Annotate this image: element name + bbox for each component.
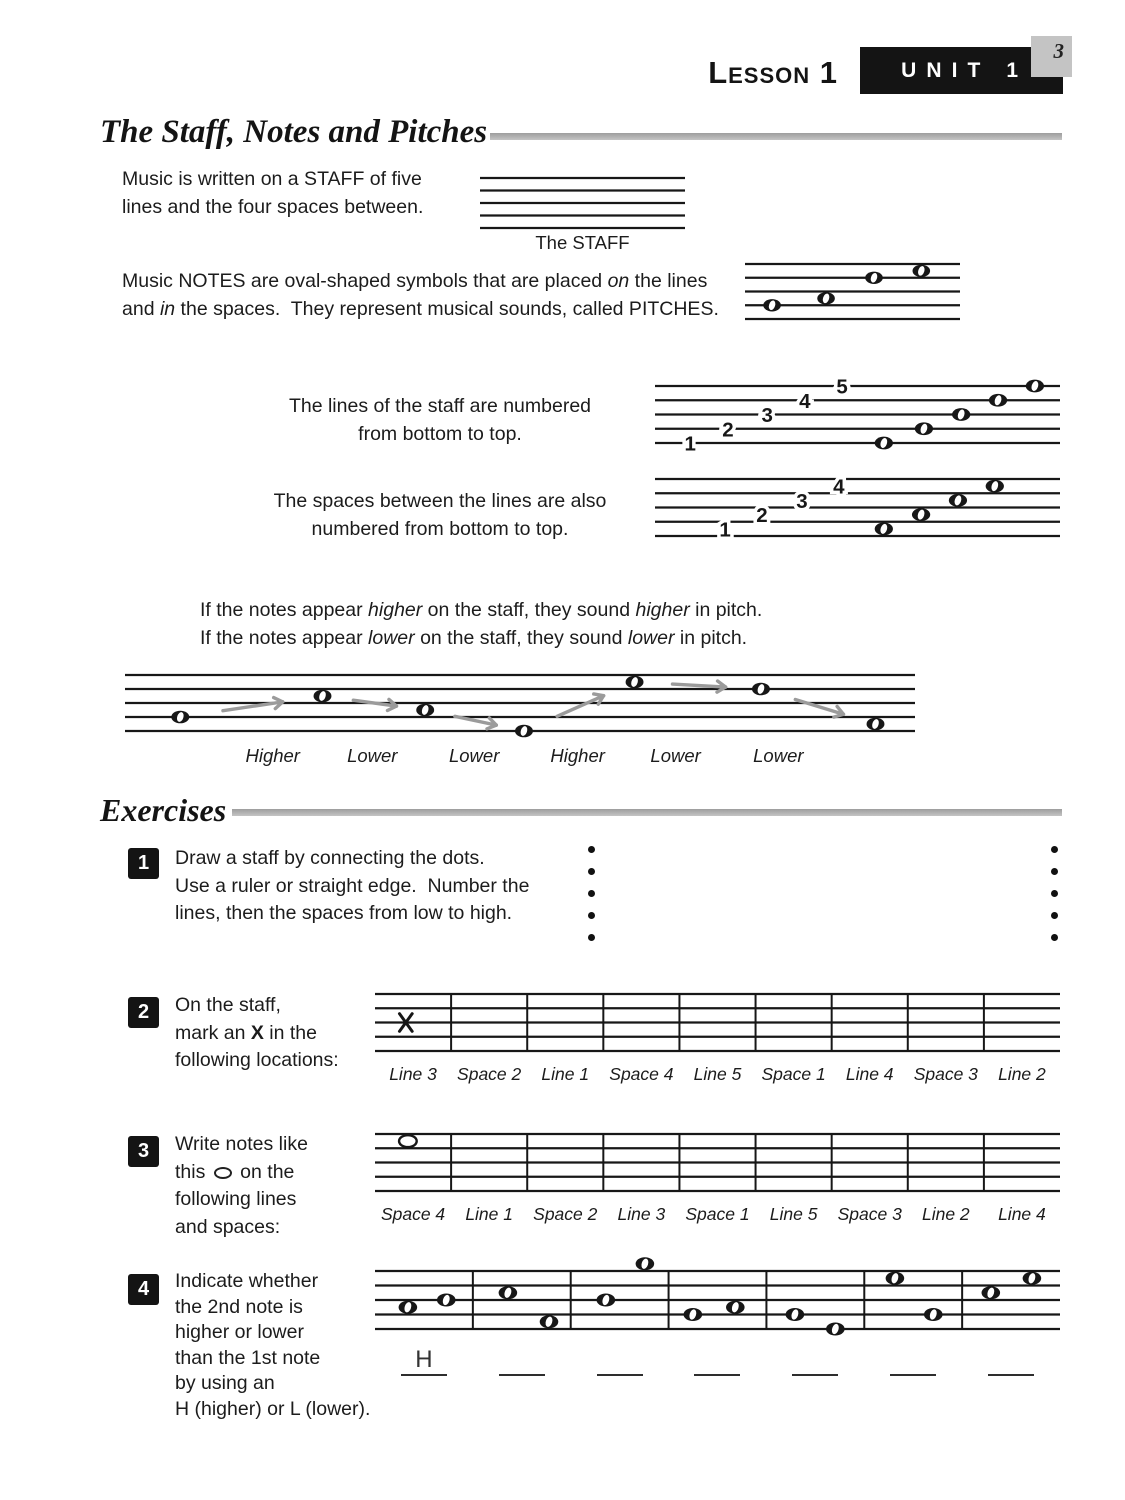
position-label: Space 3 <box>837 1204 902 1224</box>
exercises-heading: Exercises <box>100 792 227 828</box>
whole-note-glyph <box>817 292 835 304</box>
direction-arrow-icon <box>455 716 496 729</box>
staff-number: 2 <box>756 504 768 528</box>
position-label: Line 1 <box>541 1064 590 1084</box>
staff-diagram-numbered-spaces <box>655 475 1060 542</box>
page-number: 3 <box>1031 36 1072 77</box>
answer-blank[interactable] <box>890 1340 936 1376</box>
whole-note-glyph <box>912 508 930 521</box>
position-label: Line 3 <box>389 1064 437 1084</box>
staff-diagram-pitches <box>745 264 960 319</box>
whole-note-glyph <box>314 690 332 703</box>
direction-arrow-icon <box>353 699 396 710</box>
whole-note-glyph <box>684 1308 703 1321</box>
whole-note-glyph <box>986 480 1004 493</box>
whole-note-glyph <box>399 1301 418 1314</box>
staff-intro-text: Music is written on a STAFF of five lines and the four spaces between. <box>122 168 424 218</box>
higher-lower-labels <box>125 745 915 769</box>
position-label: Space 1 <box>685 1204 750 1224</box>
exercise-4-text: Indicate whether the 2nd note is higher or lower than the 1st note by using an H (higher) or L (lower). <box>175 1270 371 1420</box>
whole-note-glyph <box>989 394 1007 407</box>
whole-note-glyph <box>515 725 533 738</box>
position-label: Space 2 <box>533 1204 598 1224</box>
exercise-4-staff <box>375 1271 1060 1329</box>
position-label: Line 2 <box>998 1064 1046 1084</box>
whole-note-glyph <box>826 1322 845 1335</box>
staff-number: 3 <box>761 404 773 427</box>
staff-dot[interactable] <box>1051 934 1058 941</box>
whole-note-glyph <box>913 265 931 277</box>
whole-note-glyph <box>171 711 189 724</box>
staff-number: 4 <box>833 475 845 499</box>
direction-label: Lower <box>650 745 701 766</box>
staff-dots-column-right[interactable] <box>1051 846 1058 941</box>
position-label: Space 2 <box>457 1064 522 1084</box>
whole-note-glyph <box>875 522 893 535</box>
position-label: Line 2 <box>921 1204 970 1224</box>
direction-label: Higher <box>550 745 605 766</box>
whole-note-glyph <box>1023 1272 1042 1285</box>
exercise-1-badge: 1 <box>128 848 159 879</box>
staff-dot[interactable] <box>588 846 595 853</box>
exercise-3-badge: 3 <box>128 1136 159 1167</box>
staff-number: 5 <box>836 375 848 399</box>
position-label: Line 3 <box>617 1204 666 1224</box>
staff-dot[interactable] <box>588 912 595 919</box>
whole-note-glyph <box>875 437 893 450</box>
answer-blank[interactable] <box>988 1340 1034 1376</box>
spaces-numbered-text: The spaces between the lines are also numbered from bottom to top. <box>273 490 607 540</box>
staff-diagram-higher-lower <box>125 675 915 731</box>
exercise-4-badge: 4 <box>128 1274 159 1305</box>
staff-dots-column-left[interactable] <box>588 846 595 941</box>
answer-blank[interactable] <box>792 1340 838 1376</box>
direction-label: Lower <box>753 745 804 766</box>
answer-blank[interactable] <box>499 1340 545 1376</box>
whole-note-glyph <box>886 1272 905 1285</box>
whole-note-glyph <box>626 676 644 689</box>
whole-note-glyph <box>915 422 933 435</box>
higher-lower-text: If the notes appear higher on the staff, they sound higher in pitch. If the notes appear lower on the staff, they sound lower in pitch. <box>200 599 763 649</box>
whole-note-icon <box>214 1167 232 1179</box>
staff-number: 2 <box>722 418 734 442</box>
staff-dot[interactable] <box>1051 846 1058 853</box>
whole-note-glyph <box>949 494 967 507</box>
whole-note-glyph <box>982 1286 1001 1299</box>
unit-badge-label: UNIT 1 <box>901 58 1029 82</box>
lines-numbered-text: The lines of the staff are numbered from bottom to top. <box>288 395 592 445</box>
exercise-2-staff[interactable] <box>375 994 1060 1051</box>
whole-note-glyph <box>867 718 885 731</box>
direction-label: Lower <box>347 745 398 766</box>
whole-note-glyph <box>924 1308 943 1321</box>
position-label: Line 5 <box>693 1064 742 1084</box>
staff-dot[interactable] <box>588 890 595 897</box>
staff-dot[interactable] <box>1051 868 1058 875</box>
staff-diagram-numbered-lines <box>655 375 1060 456</box>
oval-note-glyph <box>399 1135 417 1147</box>
position-label: Line 4 <box>845 1064 894 1084</box>
direction-label: Higher <box>245 745 300 766</box>
staff-diagram-plain <box>480 178 685 228</box>
staff-number: 1 <box>684 432 696 456</box>
staff-dot[interactable] <box>1051 912 1058 919</box>
exercise-4-answer-row <box>375 1340 1060 1376</box>
whole-note-glyph <box>597 1293 616 1306</box>
direction-arrow-icon <box>557 694 603 716</box>
whole-note-glyph <box>865 272 883 284</box>
whole-note-glyph <box>752 683 770 696</box>
whole-note-glyph <box>499 1286 518 1299</box>
direction-arrow-icon <box>672 681 725 692</box>
exercise-3-staff[interactable] <box>375 1134 1060 1191</box>
exercise-1-text: Draw a staff by connecting the dots. Use a ruler or straight edge. Number the lines, then the spaces from low to high. <box>175 847 530 924</box>
staff-dot[interactable] <box>588 934 595 941</box>
whole-note-glyph <box>786 1308 805 1321</box>
position-label: Space 4 <box>609 1064 674 1084</box>
exercise-2-badge: 2 <box>128 997 159 1028</box>
staff-caption: The STAFF <box>535 232 630 253</box>
staff-dot[interactable] <box>1051 890 1058 897</box>
whole-note-glyph <box>726 1301 745 1314</box>
answer-blank[interactable] <box>597 1340 643 1376</box>
notes-pitches-text: Music NOTES are oval-shaped symbols that are placed on the lines and in the spaces. They represent musical sounds, called PITCHES. <box>122 270 719 320</box>
direction-label: Lower <box>448 745 500 766</box>
exercise-3-text: Write notes like this on the following lines and spaces: <box>175 1133 308 1238</box>
staff-number: 3 <box>796 489 808 513</box>
whole-note-glyph <box>1026 380 1044 393</box>
whole-note-glyph <box>437 1293 456 1306</box>
staff-dot[interactable] <box>588 868 595 875</box>
exercises-rule <box>232 809 1062 816</box>
direction-arrow-icon <box>223 698 283 711</box>
position-label: Space 4 <box>380 1204 446 1224</box>
exercise-2-text: On the staff, mark an X in the following locations: <box>175 994 339 1071</box>
section-title: The Staff, Notes and Pitches <box>100 114 488 150</box>
exercise-3-labels <box>375 1204 1060 1225</box>
position-label: Space 3 <box>913 1064 978 1084</box>
title-rule <box>490 133 1062 140</box>
whole-note-glyph <box>763 299 781 311</box>
whole-note-glyph <box>636 1257 655 1270</box>
answer-blank[interactable]: H <box>401 1340 447 1376</box>
position-label: Line 4 <box>998 1204 1046 1224</box>
exercise-2-labels <box>375 1064 1060 1085</box>
staff-number: 1 <box>719 518 731 542</box>
whole-note-glyph <box>416 704 434 717</box>
position-label: Space 1 <box>761 1064 826 1084</box>
whole-note-glyph <box>540 1315 559 1328</box>
answer-blank[interactable] <box>694 1340 740 1376</box>
position-label: Line 1 <box>465 1204 513 1224</box>
staff-number: 4 <box>799 389 811 413</box>
position-label: Line 5 <box>769 1204 818 1224</box>
whole-note-glyph <box>952 408 970 421</box>
lesson-title: Lesson 1 <box>708 55 838 90</box>
